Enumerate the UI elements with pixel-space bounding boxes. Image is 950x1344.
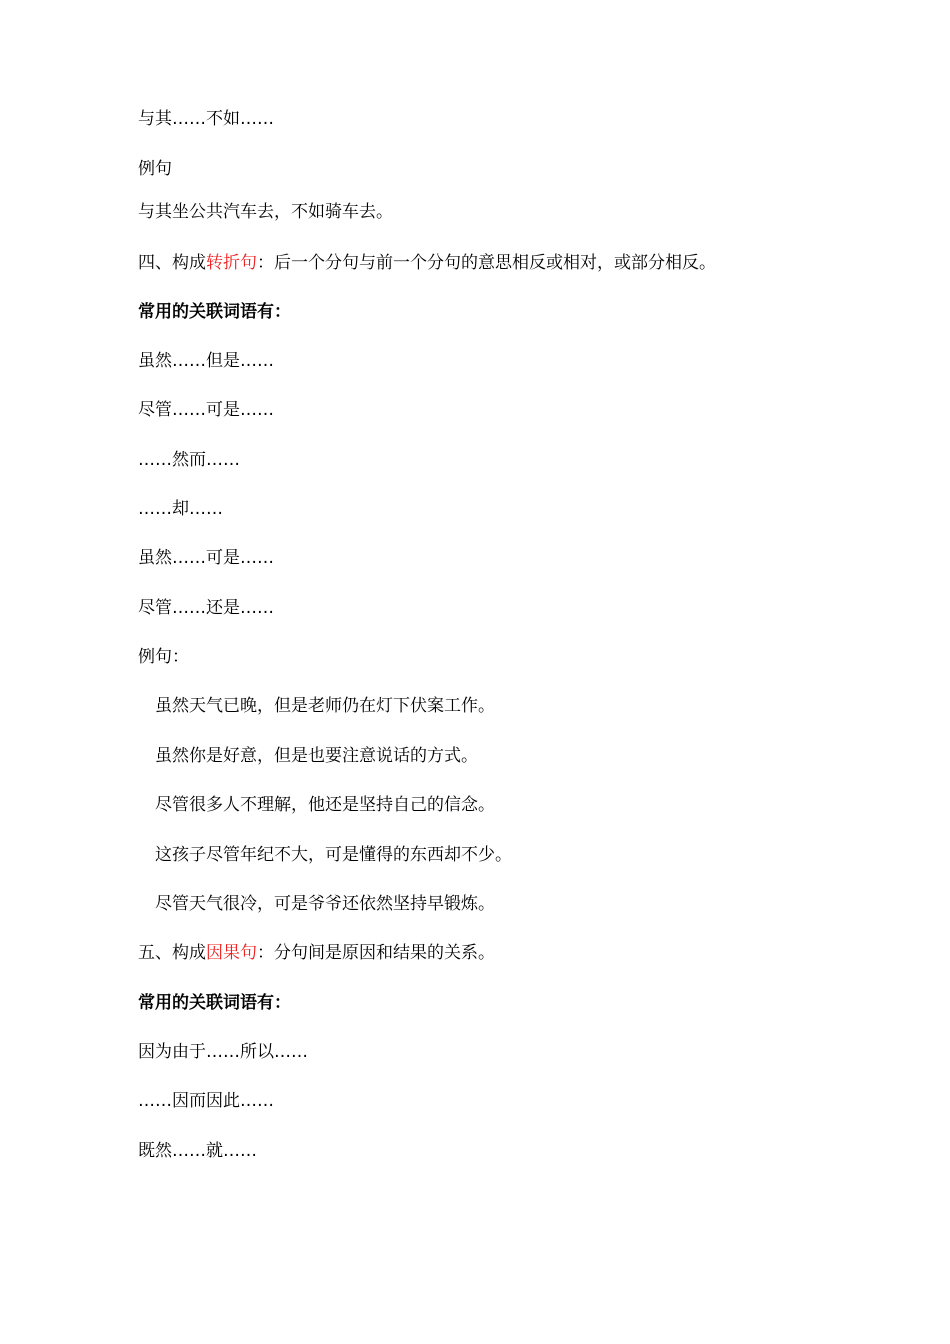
section5-heading-prefix: 五、构成 (138, 943, 206, 963)
section5-common-heading: 常用的关联词语有： (138, 993, 291, 1013)
section5-heading-rest: ：分句间是原因和结果的关系。 (257, 943, 495, 963)
section4-example: 这孩子尽管年纪不大，可是懂得的东西却不少。 (155, 845, 512, 865)
pair-yuqi-buru: 与其……不如…… (138, 109, 274, 129)
example-heading: 例句 (138, 159, 172, 179)
section4-example: 尽管天气很冷，可是爷爷还依然坚持早锻炼。 (155, 894, 495, 914)
section4-pair: 虽然……可是…… (138, 548, 274, 568)
section5-pair: ……因而因此…… (138, 1091, 274, 1111)
section5-pair: 既然……就…… (138, 1141, 257, 1161)
section4-heading-rest: ：后一个分句与前一个分句的意思相反或相对，或部分相反。 (257, 253, 716, 273)
section5-heading (138, 942, 495, 964)
section4-pair: ……却…… (138, 499, 223, 519)
example-sentence: 与其坐公共汽车去，不如骑车去。 (138, 202, 393, 222)
section4-example: 虽然天气已晚，但是老师仍在灯下伏案工作。 (155, 696, 495, 716)
section5-heading-keyword: 因果句 (206, 943, 257, 963)
section4-examples-heading: 例句： (138, 647, 189, 667)
section4-example: 虽然你是好意，但是也要注意说话的方式。 (155, 746, 478, 766)
section4-example: 尽管很多人不理解，他还是坚持自己的信念。 (155, 795, 495, 815)
section4-common-heading: 常用的关联词语有： (138, 302, 291, 322)
section5-pair: 因为由于……所以…… (138, 1042, 308, 1062)
section4-pair: 虽然……但是…… (138, 351, 274, 371)
section4-pair: 尽管……可是…… (138, 400, 274, 420)
section4-pair: 尽管……还是…… (138, 598, 274, 618)
section4-heading-prefix: 四、构成 (138, 253, 206, 273)
section4-pair: ……然而…… (138, 450, 240, 470)
section4-heading-keyword: 转折句 (206, 253, 257, 273)
section4-heading (138, 252, 716, 274)
